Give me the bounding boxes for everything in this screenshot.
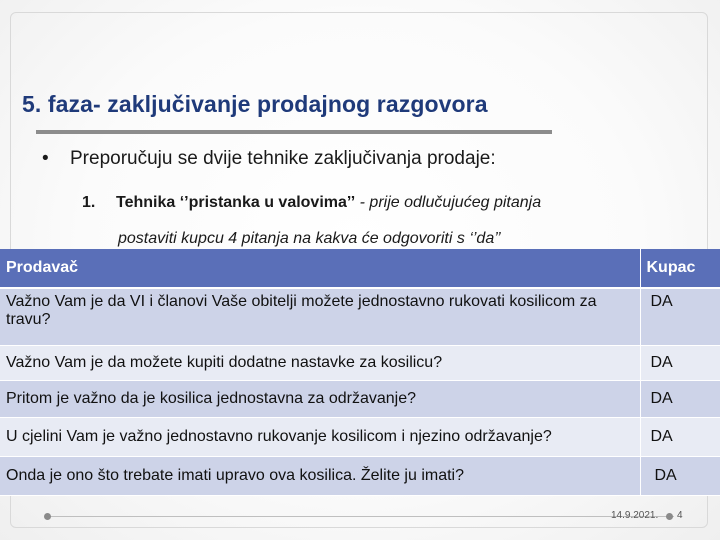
table-row — [0, 346, 720, 381]
seller-question: Važno Vam je da možete kupiti dodatne nastavke za kosilicu? — [0, 346, 640, 381]
buyer-answer: DA — [640, 418, 720, 457]
slide-title: 5. faza- zaključivanje prodajnog razgovora — [22, 91, 488, 117]
title-underline — [36, 130, 552, 134]
buyer-answer: DA — [640, 457, 720, 496]
dialogue-table — [0, 249, 720, 496]
buyer-answer: DA — [640, 381, 720, 418]
item-bold-text: Tehnika ‘’pristanka u valovima’’ — [116, 194, 356, 211]
buyer-answer: DA — [640, 346, 720, 381]
header-seller: Prodavač — [0, 249, 640, 288]
header-buyer: Kupac — [640, 249, 720, 288]
seller-question: Važno Vam je da VI i članovi Vaše obitelji možete jednostavno rukovati kosilicom za travu? — [0, 288, 640, 346]
footer-line — [46, 516, 674, 517]
footer-right-dot-icon — [666, 513, 673, 520]
seller-question: U cjelini Vam je važno jednostavno rukovanje kosilicom i njezino održavanje? — [0, 418, 640, 457]
table-row — [0, 288, 720, 346]
table-row — [0, 381, 720, 418]
page-number: 4 — [677, 510, 683, 521]
table-header-row — [0, 249, 720, 288]
table-row — [0, 457, 720, 496]
item-italic-text: - prije odlučujućeg pitanja — [355, 194, 542, 211]
bullet-dot-icon: • — [42, 148, 49, 169]
seller-question: Pritom je važno da je kosilica jednostavna za održavanje? — [0, 381, 640, 418]
item-line-2: postaviti kupcu 4 pitanja na kakva će odgovoriti s ‘’da’’ — [118, 230, 501, 247]
footer-date: 14.9.2021. — [611, 510, 659, 521]
item-number: 1. — [82, 194, 96, 211]
bullet-text: Preporučuju se dvije tehnike zaključivanja prodaje: — [70, 148, 496, 169]
buyer-answer: DA — [640, 288, 720, 346]
seller-question: Onda je ono što trebate imati upravo ova kosilica. Želite ju imati? — [0, 457, 640, 496]
bullet-point — [42, 148, 496, 170]
table-row — [0, 418, 720, 457]
item-line-1 — [116, 194, 541, 212]
footer-left-dot-icon — [44, 513, 51, 520]
